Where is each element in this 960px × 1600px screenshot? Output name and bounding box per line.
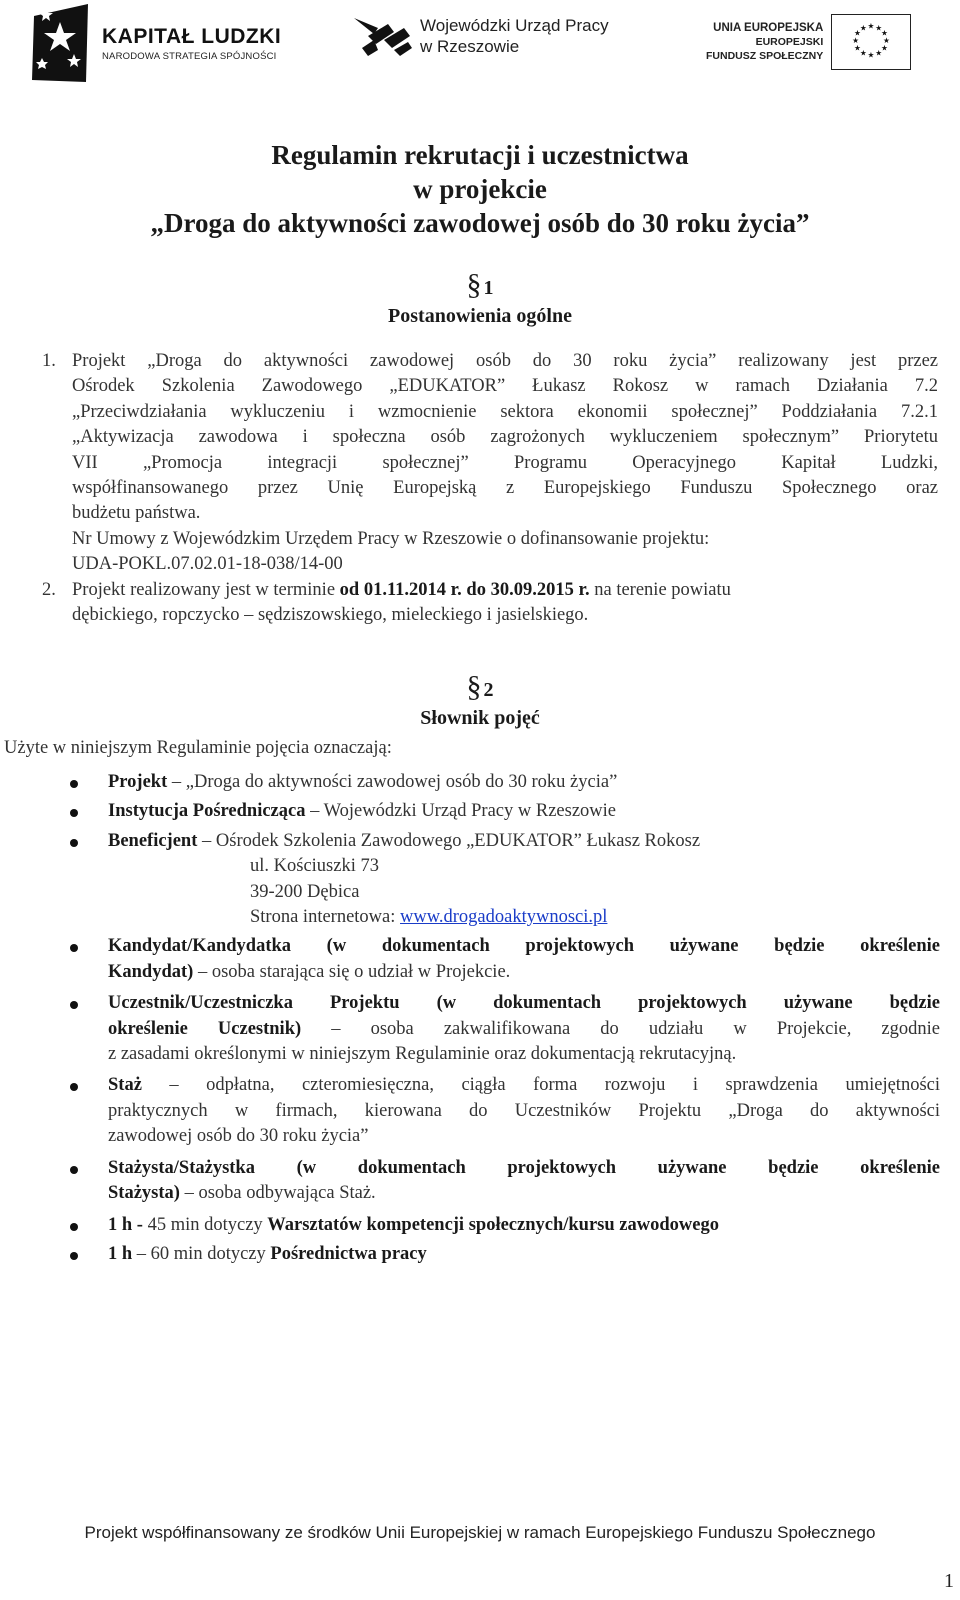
item-number: 2. [42,579,56,600]
section-1-symbol: § [466,268,482,301]
svg-text:★: ★ [854,43,862,53]
section-1-list [42,349,938,628]
definitions-list [66,770,940,1271]
term: określenie Uczestnik) [108,1018,302,1039]
item1-line: Projekt „Droga do aktywności zawodowej osób do 30 roku życia” realizowany jest przez [72,351,938,371]
wup-emblem-icon [354,14,414,58]
list-item [66,991,940,1067]
svg-text:★: ★ [860,48,868,58]
definition-bold: Pośrednictwa pracy [270,1243,427,1264]
term: 1 h - [108,1214,143,1235]
svg-text:★: ★ [852,35,860,45]
item1-line: UDA-POKL.07.02.01-18-038/14-00 [72,554,343,575]
eu-flag-icon [831,14,911,70]
definition: – odpłatna, czteromiesięczna, ciągła forma rozwoju i sprawdzenia umiejętności [141,1075,940,1096]
section-2-symbol: § [466,670,482,703]
title-line1: Regulamin rekrutacji i uczestnictwa [271,140,689,170]
section-2-intro: Użyte w niniejszym Regulaminie pojęcia oznaczają: [4,738,392,758]
term: Beneficjent [108,830,198,851]
section-2-heading [0,672,960,731]
svg-text:★: ★ [875,23,883,33]
term: Projekt [108,772,168,792]
definition: zawodowej osób do 30 roku życia” [108,1126,369,1147]
eu-line1: UNIA EUROPEJSKA [713,22,824,34]
item2-line2: dębickiego, ropczycko – sędziszowskiego, mieleckiego i jasielskiego. [72,605,589,626]
svg-text:★: ★ [854,28,862,38]
wup-name-line1: Wojewódzki Urząd Pracy [420,16,609,35]
page-number: 1 [944,1570,954,1592]
item1-line: budżetu państwa. [72,503,201,524]
address-street: ul. Kościuszki 73 [250,856,379,877]
section-2-name: Słownik pojęć [420,707,540,729]
list-item [66,1242,940,1267]
list-item [66,1073,940,1149]
address-city: 39-200 Dębica [250,881,360,902]
definition: 45 min dotyczy [142,1214,268,1235]
section-1-heading [0,270,960,329]
section-1-number: 1 [483,277,494,299]
list-item [66,934,940,985]
term: Kandydat) [108,961,194,982]
item1-line: „Aktywizacja zawodowa i społeczna osób zagrożonych wykluczeniem społecznym” Priorytetu [72,427,938,448]
svg-text:★: ★ [881,43,889,53]
definition: – osoba starająca się o udział w Projekcie. [193,961,511,982]
definition: z zasadami określonymi w niniejszym Regulaminie oraz dokumentacją rekrutacyjną. [108,1044,737,1065]
definition: – 60 min dotyczy [132,1243,271,1264]
eu-line3: FUNDUSZ SPOŁECZNY [706,50,824,62]
definition: praktycznych w firmach, kierowana do Uczestników Projektu „Droga do aktywności [108,1100,940,1121]
svg-text:★: ★ [867,50,875,60]
item2-text: na terenie powiatu [589,579,731,600]
eu-line2: EUROPEJSKI [755,36,824,48]
definition: – „Droga do aktywności zawodowej osób do 30 roku życia” [167,772,618,792]
term: Uczestnik/Uczestniczka Projektu (w dokumentach projektowych używane będzie [108,993,940,1014]
wup-name-line2: w Rzeszowie [420,37,520,56]
svg-text:★: ★ [883,35,891,45]
item1-line: „Przeciwdziałania wykluczeniu i wzmocnienie sektora ekonomii społecznej” Poddziałania 7.2.1 [72,401,938,422]
kapital-ludzki-logo [30,2,281,84]
website-label: Strona internetowa: [250,907,401,928]
list-item [66,799,940,824]
project-dates: od 01.11.2014 r. do 30.09.2015 r. [339,579,590,600]
title-line2: w projekcie [413,174,547,204]
item-number: 1. [42,351,56,371]
footer-text: Projekt współfinansowany ze środków Unii Europejskiej w ramach Europejskiego Funduszu Społecznego [84,1523,876,1542]
item1-line: współfinansowanego przez Unię Europejską z Europejskiego Funduszu Społecznego oraz [72,478,938,499]
definition: – osoba odbywająca Staż. [179,1183,376,1204]
list-item [42,349,938,578]
definition: – osoba zakwalifikowana do udziału w Projekcie, zgodnie [301,1018,940,1039]
list-item [66,770,940,795]
definition: – Wojewódzki Urząd Pracy w Rzeszowie [305,801,617,822]
list-item [66,1156,940,1207]
kapital-ludzki-emblem-icon [30,2,92,84]
kapital-ludzki-title: KAPITAŁ LUDZKI [102,24,282,48]
website-link[interactable]: www.drogadoaktywnosci.pl [400,907,608,928]
term: Staż [108,1075,142,1096]
wup-logo [354,14,609,58]
term: 1 h [108,1243,133,1264]
term: Instytucja Pośrednicząca [108,801,306,822]
svg-text:★: ★ [867,21,875,31]
section-2-number: 2 [483,679,494,701]
item1-line: VII „Promocja integracji społecznej” Programu Operacyjnego Kapitał Ludzki, [72,452,938,473]
term: Stażysta) [108,1183,180,1204]
term: Kandydat/Kandydatka (w dokumentach projektowych używane będzie określenie [108,936,940,957]
svg-text:★: ★ [875,48,883,58]
section-1-name: Postanowienia ogólne [388,305,572,327]
eu-logo [706,14,911,70]
list-item [42,578,938,629]
list-item [66,829,940,931]
header-logos [0,0,960,100]
term: Stażysta/Stażystka (w dokumentach projektowych używane będzie określenie [108,1157,940,1178]
item2-text: Projekt realizowany jest w terminie [72,579,340,600]
kapital-ludzki-subtitle: NARODOWA STRATEGIA SPÓJNOŚCI [102,50,277,62]
title-line3: „Droga do aktywności zawodowej osób do 30 roku życia” [150,208,810,238]
svg-text:★: ★ [860,23,868,33]
item1-line: Nr Umowy z Wojewódzkim Urzędem Pracy w Rzeszowie o dofinansowanie projektu: [72,528,710,549]
svg-text:★: ★ [881,28,889,38]
definition-bold: Warsztatów kompetencji społecznych/kursu zawodowego [267,1214,719,1235]
item1-line: Ośrodek Szkolenia Zawodowego „EDUKATOR” Łukasz Rokosz w ramach Działania 7.2 [72,376,938,397]
list-item [66,1213,940,1238]
definition: – Ośrodek Szkolenia Zawodowego „EDUKATOR” Łukasz Rokosz [197,830,701,851]
document-title [0,138,960,240]
